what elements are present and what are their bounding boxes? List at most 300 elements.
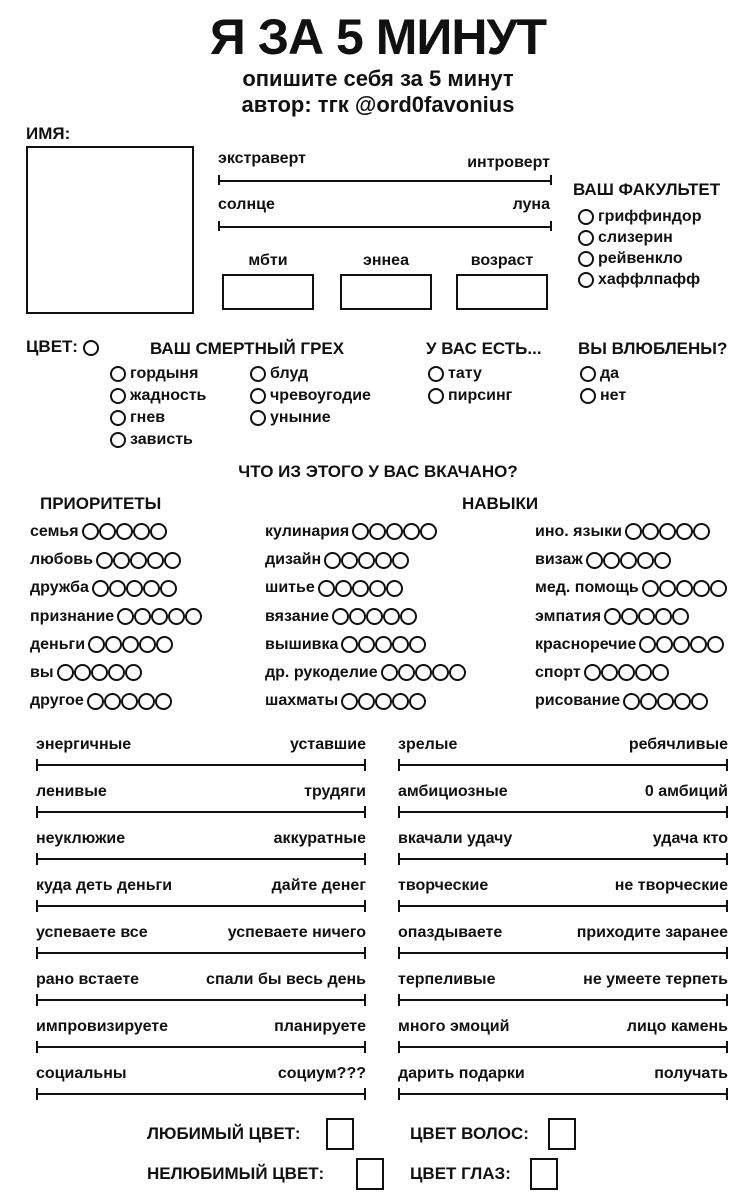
scale-tick	[364, 947, 366, 959]
level-circle-icon[interactable]	[398, 664, 415, 681]
level-label: красноречие	[535, 636, 637, 654]
sin-col1	[110, 363, 206, 451]
level-circle-icon[interactable]	[335, 580, 352, 597]
level-label: другое	[30, 692, 84, 710]
level-circle-icon[interactable]	[358, 693, 375, 710]
level-circle-icon[interactable]	[672, 608, 689, 625]
scale-left-label: опаздываете	[398, 924, 503, 941]
radio-icon[interactable]	[578, 272, 594, 288]
scale-left-label: зрелые	[398, 736, 458, 753]
radio-icon[interactable]	[580, 366, 596, 382]
scale-line[interactable]	[36, 811, 366, 813]
level-circle-icon[interactable]	[108, 664, 125, 681]
leveled-title: ЧТО ИЗ ЭТОГО У ВАС ВКАЧАНО?	[238, 462, 518, 481]
scale-right-label: уставшие	[289, 736, 366, 753]
level-circle-icon[interactable]	[409, 693, 426, 710]
level-circle-icon[interactable]	[185, 608, 202, 625]
level-circle-icon[interactable]	[121, 693, 138, 710]
page-subtitle: опишите себя за 5 минут	[242, 66, 514, 91]
faculty-option[interactable]: слизерин	[578, 227, 701, 248]
radio-icon[interactable]	[110, 432, 126, 448]
scale-right-label: дайте денег	[271, 877, 366, 894]
level-circle-icon[interactable]	[584, 664, 601, 681]
mbti-box[interactable]	[222, 274, 314, 310]
hair-color-label: ЦВЕТ ВОЛОС:	[410, 1124, 529, 1143]
level-circle-icon[interactable]	[601, 664, 618, 681]
mbti-label: мбти	[248, 252, 288, 269]
level-row	[535, 574, 727, 602]
level-circle-icon[interactable]	[133, 523, 150, 540]
level-label: любовь	[30, 551, 93, 569]
scale-tick	[726, 1088, 728, 1100]
level-circles	[88, 631, 173, 659]
scale-tick	[726, 947, 728, 959]
level-circle-icon[interactable]	[415, 664, 432, 681]
scale-line[interactable]	[398, 1046, 728, 1048]
level-row	[535, 631, 727, 659]
level-label: дружба	[30, 579, 89, 597]
unfav-color-box[interactable]	[356, 1158, 384, 1190]
age-box[interactable]	[456, 274, 548, 310]
scale-line[interactable]	[398, 764, 728, 766]
scale-line[interactable]	[36, 858, 366, 860]
level-circles	[604, 603, 689, 631]
scale-tick	[36, 853, 38, 865]
level-circle-icon[interactable]	[126, 580, 143, 597]
scale-tick	[550, 221, 552, 231]
level-circle-icon[interactable]	[117, 608, 134, 625]
scale-left-label: куда деть деньги	[36, 877, 173, 894]
scale-line-introvert[interactable]	[218, 180, 552, 182]
scale-right-label: лицо камень	[626, 1018, 728, 1035]
have-title: У ВАС ЕСТЬ...	[426, 339, 542, 358]
scale-left-label: вкачали удачу	[398, 830, 513, 847]
scale-line[interactable]	[36, 1046, 366, 1048]
scale-tick	[364, 806, 366, 818]
level-circle-icon[interactable]	[352, 523, 369, 540]
scale-line[interactable]	[398, 1093, 728, 1095]
level-circles	[92, 574, 177, 602]
level-circle-icon[interactable]	[147, 552, 164, 569]
scale-right-label: не творческие	[614, 877, 728, 894]
level-circle-icon[interactable]	[639, 636, 656, 653]
scale-tick	[726, 853, 728, 865]
scale-left-label: энергичные	[36, 736, 132, 753]
level-circle-icon[interactable]	[150, 523, 167, 540]
love-option[interactable]: да	[580, 363, 626, 385]
age-label: возраст	[470, 252, 534, 269]
eye-color-box[interactable]	[530, 1158, 558, 1190]
scale-right-label: не умеете терпеть	[583, 971, 728, 988]
level-circle-icon[interactable]	[341, 636, 358, 653]
color-circle-icon[interactable]	[83, 340, 99, 356]
skills-title: НАВЫКИ	[462, 494, 539, 513]
level-circles	[117, 603, 202, 631]
level-circle-icon[interactable]	[122, 636, 139, 653]
level-row	[265, 631, 466, 659]
radio-icon[interactable]	[250, 410, 266, 426]
love-title: ВЫ ВЛЮБЛЕНЫ?	[578, 339, 728, 358]
level-label: шитье	[265, 579, 315, 597]
skills-list-1	[265, 518, 466, 716]
level-circle-icon[interactable]	[375, 693, 392, 710]
scale-right-label: луна	[512, 196, 550, 213]
level-row	[265, 659, 466, 687]
level-circles	[341, 631, 426, 659]
level-circles	[318, 574, 403, 602]
level-circle-icon[interactable]	[358, 552, 375, 569]
scale-line[interactable]	[36, 999, 366, 1001]
radio-icon[interactable]	[250, 366, 266, 382]
level-circle-icon[interactable]	[620, 552, 637, 569]
scale-line-sun-moon[interactable]	[218, 226, 552, 228]
scale-right-label: удача кто	[652, 830, 728, 847]
sin-option[interactable]: уныние	[250, 407, 371, 429]
priorities-title: ПРИОРИТЕТЫ	[40, 494, 162, 513]
page-title: Я ЗА 5 МИНУТ	[209, 9, 547, 65]
level-circles	[96, 546, 181, 574]
level-circle-icon[interactable]	[369, 580, 386, 597]
level-circle-icon[interactable]	[318, 580, 335, 597]
level-circles	[87, 687, 172, 715]
level-circle-icon[interactable]	[91, 664, 108, 681]
eye-color-label: ЦВЕТ ГЛАЗ:	[410, 1164, 511, 1183]
author-line: автор: тгк @ord0favonius	[241, 92, 515, 117]
level-circle-icon[interactable]	[621, 608, 638, 625]
level-circle-icon[interactable]	[618, 664, 635, 681]
scale-line[interactable]	[398, 952, 728, 954]
level-circle-icon[interactable]	[400, 608, 417, 625]
level-circles	[332, 603, 417, 631]
level-circles	[324, 546, 409, 574]
level-circle-icon[interactable]	[366, 608, 383, 625]
level-circle-icon[interactable]	[673, 636, 690, 653]
level-circle-icon[interactable]	[125, 664, 142, 681]
radio-icon[interactable]	[578, 251, 594, 267]
level-circle-icon[interactable]	[603, 552, 620, 569]
level-row	[535, 518, 727, 546]
level-circle-icon[interactable]	[693, 580, 710, 597]
radio-icon[interactable]	[428, 388, 444, 404]
level-circle-icon[interactable]	[156, 636, 173, 653]
level-circle-icon[interactable]	[635, 664, 652, 681]
scale-line[interactable]	[398, 811, 728, 813]
scale-left-label: много эмоций	[398, 1018, 510, 1035]
scale-line[interactable]	[36, 905, 366, 907]
level-circle-icon[interactable]	[659, 580, 676, 597]
faculty-option[interactable]: хаффлпафф	[578, 269, 701, 290]
level-circle-icon[interactable]	[654, 552, 671, 569]
scale-tick	[726, 900, 728, 912]
level-circle-icon[interactable]	[160, 580, 177, 597]
level-circle-icon[interactable]	[659, 523, 676, 540]
level-circle-icon[interactable]	[74, 664, 91, 681]
sin-option[interactable]: чревоугодие	[250, 385, 371, 407]
level-circle-icon[interactable]	[113, 552, 130, 569]
level-circle-icon[interactable]	[707, 636, 724, 653]
level-circle-icon[interactable]	[96, 552, 113, 569]
scale-tick	[36, 1088, 38, 1100]
level-row	[30, 603, 202, 631]
level-circle-icon[interactable]	[164, 552, 181, 569]
scale-right-label: аккуратные	[273, 830, 366, 847]
level-label: деньги	[30, 636, 86, 654]
level-circle-icon[interactable]	[652, 664, 669, 681]
level-circle-icon[interactable]	[642, 580, 659, 597]
scale-right-label: трудяги	[304, 783, 366, 800]
level-circle-icon[interactable]	[392, 693, 409, 710]
faculty-options	[578, 206, 701, 290]
level-circle-icon[interactable]	[324, 552, 341, 569]
level-circle-icon[interactable]	[139, 636, 156, 653]
scale-tick	[398, 759, 400, 771]
level-label: мед. помощь	[535, 579, 639, 597]
scale-left-label: неуклюжие	[36, 830, 126, 847]
have-option[interactable]: пирсинг	[428, 385, 512, 407]
radio-icon[interactable]	[110, 388, 126, 404]
level-row	[535, 687, 727, 715]
level-circle-icon[interactable]	[710, 580, 727, 597]
scale-line[interactable]	[36, 764, 366, 766]
name-label: ИМЯ:	[26, 124, 71, 143]
fav-color-label: ЛЮБИМЫЙ ЦВЕТ:	[147, 1124, 301, 1143]
hair-color-box[interactable]	[548, 1118, 576, 1150]
level-label: спорт	[535, 664, 581, 682]
level-circle-icon[interactable]	[151, 608, 168, 625]
level-circle-icon[interactable]	[392, 552, 409, 569]
level-circle-icon[interactable]	[676, 523, 693, 540]
sin-option[interactable]: жадность	[110, 385, 206, 407]
level-row	[265, 687, 466, 715]
scale-tick	[726, 806, 728, 818]
scale-tick	[398, 1088, 400, 1100]
level-row	[265, 546, 466, 574]
level-circle-icon[interactable]	[375, 552, 392, 569]
level-circle-icon[interactable]	[92, 580, 109, 597]
level-circle-icon[interactable]	[109, 580, 126, 597]
level-circle-icon[interactable]	[693, 523, 710, 540]
level-circle-icon[interactable]	[637, 552, 654, 569]
radio-icon[interactable]	[578, 230, 594, 246]
level-circles	[381, 659, 466, 687]
level-circle-icon[interactable]	[623, 693, 640, 710]
level-circle-icon[interactable]	[341, 693, 358, 710]
level-circle-icon[interactable]	[82, 523, 99, 540]
radio-icon[interactable]	[110, 366, 126, 382]
level-row	[535, 546, 727, 574]
level-row	[30, 631, 202, 659]
radio-icon[interactable]	[578, 209, 594, 225]
level-circle-icon[interactable]	[116, 523, 133, 540]
scale-right-label: 0 амбиций	[644, 783, 728, 800]
level-circles	[639, 631, 724, 659]
photo-box[interactable]	[26, 146, 194, 314]
level-label: вы	[30, 664, 54, 682]
level-row	[265, 518, 466, 546]
level-circle-icon[interactable]	[638, 608, 655, 625]
scale-tick	[36, 759, 38, 771]
sin-option[interactable]: гнев	[110, 407, 206, 429]
level-circle-icon[interactable]	[99, 523, 116, 540]
scale-left-label: дарить подарки	[398, 1065, 525, 1082]
level-circles	[82, 518, 167, 546]
level-circle-icon[interactable]	[358, 636, 375, 653]
level-row	[535, 603, 727, 631]
level-circle-icon[interactable]	[657, 693, 674, 710]
scale-left-label: солнце	[218, 196, 275, 213]
level-circle-icon[interactable]	[676, 580, 693, 597]
scale-tick	[398, 806, 400, 818]
level-circle-icon[interactable]	[432, 664, 449, 681]
scale-tick	[364, 853, 366, 865]
scale-right-label: спали бы весь день	[206, 971, 366, 988]
fav-color-box[interactable]	[326, 1118, 354, 1150]
scale-left-label: успеваете все	[36, 924, 148, 941]
level-circle-icon[interactable]	[386, 523, 403, 540]
level-circle-icon[interactable]	[691, 693, 708, 710]
scale-tick	[398, 994, 400, 1006]
scale-tick	[398, 947, 400, 959]
enneagram-box[interactable]	[340, 274, 432, 310]
level-label: кулинария	[265, 523, 350, 541]
sin-option[interactable]: зависть	[110, 429, 206, 451]
unfav-color-label: НЕЛЮБИМЫЙ ЦВЕТ:	[147, 1164, 325, 1183]
scale-left-label: амбициозные	[398, 783, 508, 800]
scale-tick	[726, 759, 728, 771]
level-circle-icon[interactable]	[604, 608, 621, 625]
level-circles	[584, 659, 669, 687]
level-circle-icon[interactable]	[409, 636, 426, 653]
scale-tick	[364, 994, 366, 1006]
level-circle-icon[interactable]	[130, 552, 147, 569]
level-circle-icon[interactable]	[642, 523, 659, 540]
level-circle-icon[interactable]	[104, 693, 121, 710]
scale-line[interactable]	[398, 999, 728, 1001]
scale-left-label: экстраверт	[218, 150, 306, 167]
level-circle-icon[interactable]	[134, 608, 151, 625]
scale-left-label: социальны	[36, 1065, 127, 1082]
level-circle-icon[interactable]	[88, 636, 105, 653]
level-circles	[642, 574, 727, 602]
scale-tick	[364, 1041, 366, 1053]
level-row	[30, 518, 202, 546]
level-circle-icon[interactable]	[155, 693, 172, 710]
scale-tick	[550, 175, 552, 185]
scale-tick	[726, 994, 728, 1006]
level-circle-icon[interactable]	[674, 693, 691, 710]
level-circles	[623, 687, 708, 715]
level-circle-icon[interactable]	[586, 552, 603, 569]
level-row	[265, 574, 466, 602]
level-circle-icon[interactable]	[690, 636, 707, 653]
level-circle-icon[interactable]	[349, 608, 366, 625]
level-circle-icon[interactable]	[420, 523, 437, 540]
level-circle-icon[interactable]	[383, 608, 400, 625]
level-circle-icon[interactable]	[369, 523, 386, 540]
level-circle-icon[interactable]	[168, 608, 185, 625]
scale-tick	[364, 1088, 366, 1100]
radio-icon[interactable]	[250, 388, 266, 404]
love-options	[580, 363, 626, 407]
scale-right-label: социум???	[277, 1065, 366, 1082]
level-circles	[57, 659, 142, 687]
scale-line[interactable]	[398, 905, 728, 907]
scale-right-label: приходите заранее	[576, 924, 728, 941]
radio-icon[interactable]	[428, 366, 444, 382]
radio-icon[interactable]	[580, 388, 596, 404]
level-label: шахматы	[265, 692, 339, 710]
scale-right-label: планируете	[274, 1018, 366, 1035]
level-row	[535, 659, 727, 687]
love-option[interactable]: нет	[580, 385, 626, 407]
level-circles	[352, 518, 437, 546]
have-options	[428, 363, 512, 407]
level-label: визаж	[535, 551, 583, 569]
level-circle-icon[interactable]	[640, 693, 657, 710]
scale-tick	[364, 900, 366, 912]
scale-tick	[398, 900, 400, 912]
level-row	[30, 659, 202, 687]
scale-left-label: терпеливые	[398, 971, 496, 988]
scale-left-label: ленивые	[36, 783, 107, 800]
level-circle-icon[interactable]	[449, 664, 466, 681]
level-circle-icon[interactable]	[375, 636, 392, 653]
faculty-option[interactable]: гриффиндор	[578, 206, 701, 227]
level-circle-icon[interactable]	[57, 664, 74, 681]
level-circles	[625, 518, 710, 546]
level-circle-icon[interactable]	[403, 523, 420, 540]
level-circle-icon[interactable]	[105, 636, 122, 653]
level-label: вязание	[265, 607, 329, 625]
priorities-list	[30, 518, 202, 716]
scale-line[interactable]	[36, 952, 366, 954]
level-label: вышивка	[265, 636, 339, 654]
level-circle-icon[interactable]	[392, 636, 409, 653]
level-circle-icon[interactable]	[386, 580, 403, 597]
level-circles	[586, 546, 671, 574]
sin-col2	[250, 363, 371, 429]
scale-right-label: интроверт	[467, 154, 550, 171]
level-circle-icon[interactable]	[332, 608, 349, 625]
scale-line[interactable]	[398, 858, 728, 860]
scale-tick	[218, 175, 220, 185]
have-option[interactable]: тату	[428, 363, 512, 385]
scale-right-label: успеваете ничего	[227, 924, 366, 941]
level-circle-icon[interactable]	[656, 636, 673, 653]
level-circle-icon[interactable]	[87, 693, 104, 710]
level-label: ино. языки	[535, 523, 622, 541]
scale-line[interactable]	[36, 1093, 366, 1095]
sin-option[interactable]: гордыня	[110, 363, 206, 385]
scale-tick	[218, 221, 220, 231]
level-label: признание	[30, 607, 115, 625]
level-circle-icon[interactable]	[341, 552, 358, 569]
level-row	[265, 603, 466, 631]
scale-tick	[36, 806, 38, 818]
level-circle-icon[interactable]	[625, 523, 642, 540]
enneagram-label: эннеа	[363, 252, 409, 269]
radio-icon[interactable]	[110, 410, 126, 426]
level-circle-icon[interactable]	[352, 580, 369, 597]
sin-option[interactable]: блуд	[250, 363, 371, 385]
level-circle-icon[interactable]	[143, 580, 160, 597]
level-circle-icon[interactable]	[381, 664, 398, 681]
skills-list-2	[535, 518, 727, 716]
scale-left-label: творческие	[398, 877, 489, 894]
level-circle-icon[interactable]	[655, 608, 672, 625]
level-circle-icon[interactable]	[138, 693, 155, 710]
faculty-option[interactable]: рейвенкло	[578, 248, 701, 269]
